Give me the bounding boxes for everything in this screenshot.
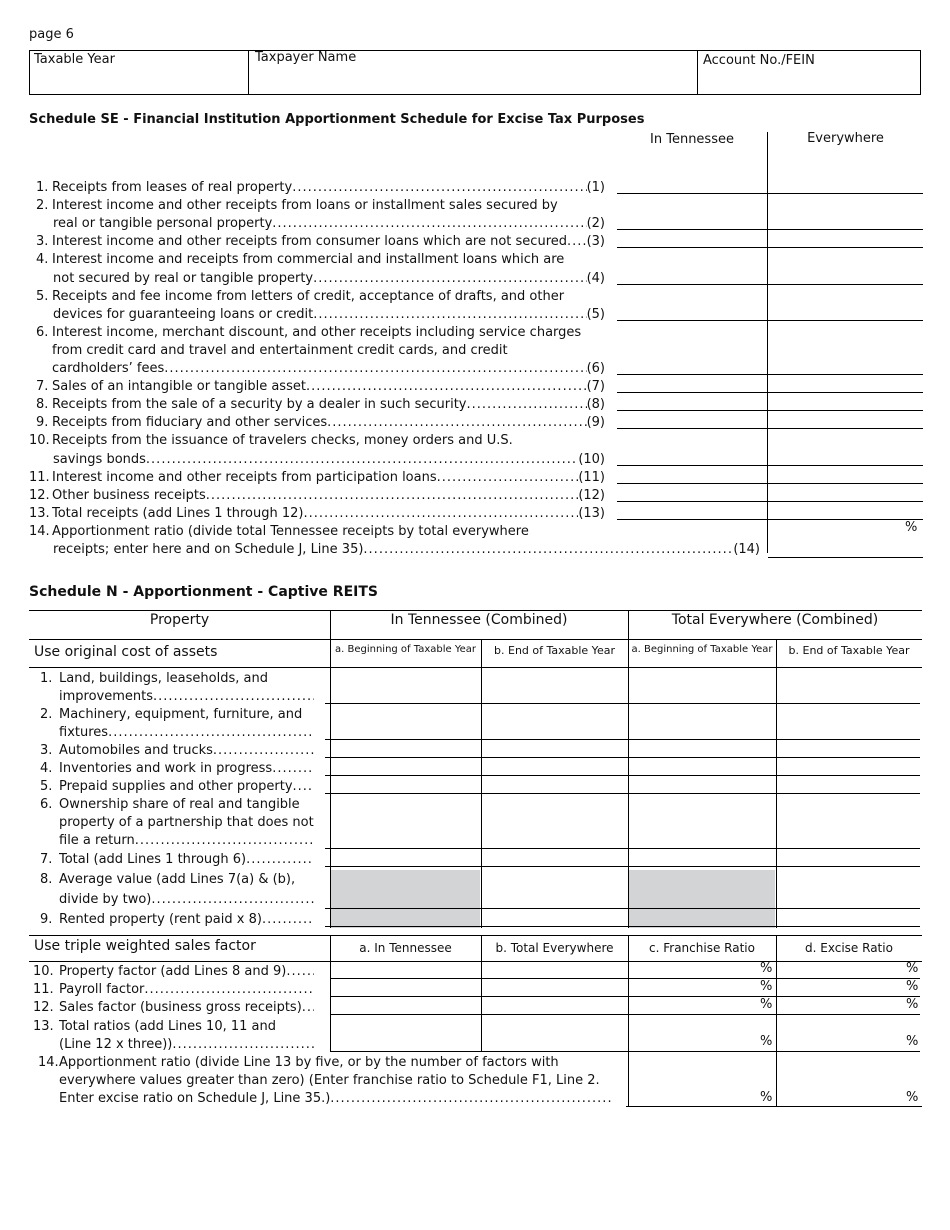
line14-number: 14. bbox=[38, 1055, 59, 1070]
line14-franchise-pct: % bbox=[760, 1090, 773, 1105]
se-line-number: 13. bbox=[29, 505, 50, 521]
se-tn-entry-line[interactable] bbox=[617, 410, 767, 411]
n-entry-row-line[interactable] bbox=[325, 703, 920, 704]
se-line-text: from credit card and travel and entertainment credit cards, and credit bbox=[52, 342, 508, 358]
factor-line-number: 12. bbox=[33, 1000, 54, 1015]
n-line-text: fixtures ..... bbox=[59, 724, 314, 742]
line14-text-3: Enter excise ratio on Schedule J, Line 35.) ..... bbox=[59, 1090, 611, 1108]
se-line-text: Apportionment ratio (divide total Tennessee receipts by total everywhere bbox=[52, 523, 529, 539]
n-line-number: 2. bbox=[40, 707, 53, 722]
n-entry-row-line[interactable] bbox=[325, 757, 920, 758]
se-tn-entry-line[interactable] bbox=[617, 465, 767, 466]
sub-b-everywhere: b. Total Everywhere bbox=[495, 941, 614, 955]
franchise-pct: % bbox=[760, 961, 773, 976]
sub-c-franchise: c. Franchise Ratio bbox=[649, 941, 755, 955]
se-col-tn: In Tennessee bbox=[650, 132, 734, 147]
n-entry-row-line[interactable] bbox=[325, 848, 920, 849]
se-line-number: 4. bbox=[36, 252, 49, 268]
se-everywhere-entry-line[interactable] bbox=[768, 374, 923, 375]
se-line-number: 10. bbox=[29, 433, 50, 449]
excise-pct: % bbox=[906, 979, 919, 994]
n-line-text: Prepaid supplies and other property ..... bbox=[59, 778, 314, 796]
se-line-text: Interest income and other receipts from consumer loans which are not secured ..... (3) bbox=[52, 233, 605, 251]
n-entry-row-line[interactable] bbox=[325, 775, 920, 776]
factor-line-text: Property factor (add Lines 8 and 9) ..... bbox=[59, 963, 314, 981]
se-line-text: Interest income and receipts from commercial and installment loans which are bbox=[52, 252, 565, 268]
se-line-number: 9. bbox=[36, 415, 49, 431]
n-line-number: 5. bbox=[40, 779, 53, 794]
factor-entry-row-line[interactable] bbox=[330, 1051, 920, 1052]
n-line-text: property of a partnership that does not bbox=[59, 815, 314, 831]
se-tn-entry-line[interactable] bbox=[617, 284, 767, 285]
se-tn-entry-line[interactable] bbox=[617, 519, 767, 520]
se-tn-entry-line[interactable] bbox=[617, 374, 767, 375]
se-everywhere-entry-line[interactable] bbox=[768, 410, 923, 411]
n-line-text: Total (add Lines 1 through 6) ..... bbox=[59, 851, 314, 869]
factor-line-number: 13. bbox=[33, 1019, 54, 1034]
ew-end-header: b. End of Taxable Year bbox=[788, 644, 910, 657]
se-everywhere-entry-line[interactable] bbox=[768, 465, 923, 466]
n-line-number: 9. bbox=[40, 912, 53, 927]
se-everywhere-entry-line[interactable] bbox=[768, 428, 923, 429]
use-triple-weighted: Use triple weighted sales factor bbox=[34, 938, 256, 954]
line14-excise-pct: % bbox=[906, 1090, 919, 1105]
se-line-number: 12. bbox=[29, 487, 50, 503]
se-line14-pct: % bbox=[905, 520, 918, 535]
se-line-text: Total receipts (add Lines 1 through 12) ..... (13) bbox=[52, 505, 605, 523]
factor-line-text: (Line 12 x three)) ..... bbox=[59, 1036, 314, 1054]
col-tn-combined: In Tennessee (Combined) bbox=[390, 612, 568, 628]
factor-entry-row-line[interactable] bbox=[330, 1014, 920, 1015]
col-property: Property bbox=[149, 612, 210, 628]
n-line-text: Rented property (rent paid x 8) ..... bbox=[59, 911, 314, 929]
se-line-text: savings bonds ..... (10) bbox=[52, 451, 605, 469]
se-line-text: cardholders’ fees ..... (6) bbox=[52, 360, 605, 378]
se-line-number: 1. bbox=[36, 180, 49, 195]
schedule-se-title: Schedule SE - Financial Institution Apportionment Schedule for Excise Tax Purposes bbox=[29, 112, 645, 127]
taxpayer-name-field[interactable]: Taxpayer Name bbox=[255, 50, 357, 65]
n-line-text: Average value (add Lines 7(a) & (b), bbox=[59, 872, 296, 887]
se-everywhere-entry-line[interactable] bbox=[768, 284, 923, 285]
se-line-number: 14. bbox=[29, 523, 50, 539]
tn-end-header: b. End of Taxable Year bbox=[494, 644, 615, 657]
n-entry-row-line[interactable] bbox=[325, 739, 920, 740]
se-tn-entry-line[interactable] bbox=[617, 428, 767, 429]
se-line-text: real or tangible personal property ..... (2) bbox=[52, 215, 605, 233]
n-line-number: 8. bbox=[40, 872, 53, 887]
n-line-number: 7. bbox=[40, 852, 53, 867]
se-line-text: devices for guaranteeing loans or credit ..... (5) bbox=[52, 306, 605, 324]
factor-entry-row-line[interactable] bbox=[330, 996, 920, 997]
se-line-text: receipts; enter here and on Schedule J, Line 35) ..... (14) bbox=[52, 541, 760, 559]
se-line-text: Receipts and fee income from letters of credit, acceptance of drafts, and other bbox=[52, 288, 565, 304]
taxable-year-field[interactable]: Taxable Year bbox=[34, 52, 115, 67]
factor-line-number: 10. bbox=[33, 964, 54, 979]
se-line-text: Other business receipts ..... (12) bbox=[52, 487, 605, 505]
se-tn-entry-line[interactable] bbox=[617, 229, 767, 230]
n-entry-row-line[interactable] bbox=[325, 793, 920, 794]
factor-line-text: Payroll factor ..... bbox=[59, 981, 314, 999]
n-line-text: Automobiles and trucks ..... bbox=[59, 742, 314, 760]
se-tn-entry-line[interactable] bbox=[617, 320, 767, 321]
n-line-number: 6. bbox=[40, 797, 53, 812]
n-line-number: 1. bbox=[40, 671, 53, 686]
se-everywhere-entry-line[interactable] bbox=[768, 229, 923, 230]
sub-a-tn: a. In Tennessee bbox=[359, 941, 452, 955]
se-line-text: Receipts from fiduciary and other services ..... (9) bbox=[52, 414, 605, 432]
se-tn-entry-line[interactable] bbox=[617, 247, 767, 248]
col-everywhere-combined: Total Everywhere (Combined) bbox=[671, 612, 879, 628]
se-tn-entry-line[interactable] bbox=[617, 193, 767, 194]
se-line-text: Receipts from leases of real property ..... (1) bbox=[52, 179, 605, 197]
excise-pct: % bbox=[906, 997, 919, 1012]
franchise-pct: % bbox=[760, 979, 773, 994]
se-line-text: Interest income and other receipts from participation loans ..... (11) bbox=[52, 469, 605, 487]
n-entry-row-line[interactable] bbox=[325, 908, 920, 909]
n-line-text: Machinery, equipment, furniture, and bbox=[59, 707, 303, 722]
n-entry-row-line[interactable] bbox=[325, 866, 920, 867]
excise-pct: % bbox=[906, 1034, 919, 1049]
se-tn-entry-line[interactable] bbox=[617, 501, 767, 502]
franchise-pct: % bbox=[760, 997, 773, 1012]
se-col-everywhere: Everywhere bbox=[807, 131, 884, 146]
factor-entry-row-line[interactable] bbox=[330, 978, 920, 979]
se-line-number: 3. bbox=[36, 234, 49, 250]
se-everywhere-entry-line[interactable] bbox=[768, 483, 923, 484]
se-line-text: Interest income and other receipts from loans or installment sales secured by bbox=[52, 198, 558, 214]
n-line-number: 4. bbox=[40, 761, 53, 776]
se-line-number: 7. bbox=[36, 379, 49, 395]
shaded-cell-tn-begin bbox=[331, 870, 480, 928]
se-line-text: Sales of an intangible or tangible asset ..... (7) bbox=[52, 378, 605, 396]
shaded-cell-ew-begin bbox=[629, 870, 775, 928]
se-everywhere-entry-line[interactable] bbox=[768, 193, 923, 194]
se-ratio-entry-line[interactable] bbox=[768, 557, 923, 558]
se-line-text: not secured by real or tangible property ..... (4) bbox=[52, 270, 605, 288]
se-everywhere-entry-line[interactable] bbox=[768, 247, 923, 248]
factor-line-text: Total ratios (add Lines 10, 11 and bbox=[59, 1019, 276, 1034]
use-original-cost: Use original cost of assets bbox=[34, 644, 218, 660]
se-line-text: Receipts from the sale of a security by a dealer in such security ..... (8) bbox=[52, 396, 605, 414]
line14-text-1: Apportionment ratio (divide Line 13 by five, or by the number of factors with bbox=[59, 1055, 559, 1070]
n-line-text: Land, buildings, leaseholds, and bbox=[59, 671, 268, 686]
se-line-number: 6. bbox=[36, 324, 49, 340]
se-line-number: 8. bbox=[36, 397, 49, 413]
franchise-pct: % bbox=[760, 1034, 773, 1049]
se-line-text: Interest income, merchant discount, and other receipts including service charges bbox=[52, 324, 582, 340]
tn-begin-header: a. Beginning of Taxable Year bbox=[334, 644, 476, 655]
line14-text-2: everywhere values greater than zero) (Enter franchise ratio to Schedule F1, Line 2. bbox=[59, 1073, 600, 1088]
n-line-number: 3. bbox=[40, 743, 53, 758]
se-line-number: 11. bbox=[29, 469, 50, 485]
n-entry-row-line[interactable] bbox=[325, 926, 920, 927]
n-line-text: divide by two) ..... bbox=[59, 891, 314, 909]
se-everywhere-entry-line[interactable] bbox=[768, 320, 923, 321]
se-tn-entry-line[interactable] bbox=[617, 392, 767, 393]
excise-pct: % bbox=[906, 961, 919, 976]
se-line-number: 5. bbox=[36, 288, 49, 304]
n-line-text: Inventories and work in progress ..... bbox=[59, 760, 314, 778]
account-no-field[interactable]: Account No./FEIN bbox=[703, 53, 815, 68]
page-label: page 6 bbox=[29, 27, 74, 42]
se-everywhere-entry-line[interactable] bbox=[768, 392, 923, 393]
sub-d-excise: d. Excise Ratio bbox=[805, 941, 893, 955]
factor-line-text: Sales factor (business gross receipts) ..... bbox=[59, 999, 314, 1017]
factor-line-number: 11. bbox=[33, 982, 54, 997]
n-line-text: improvements ..... bbox=[59, 688, 314, 706]
n-line-text: file a return ..... bbox=[59, 832, 314, 850]
se-everywhere-entry-line[interactable] bbox=[768, 501, 923, 502]
se-line-text: Receipts from the issuance of travelers checks, money orders and U.S. bbox=[52, 433, 513, 449]
se-line-number: 2. bbox=[36, 198, 49, 214]
se-tn-entry-line[interactable] bbox=[617, 483, 767, 484]
n-line-text: Ownership share of real and tangible bbox=[59, 797, 300, 812]
ew-begin-header: a. Beginning of Taxable Year bbox=[631, 644, 773, 655]
schedule-n-title: Schedule N - Apportionment - Captive REITS bbox=[29, 584, 378, 600]
